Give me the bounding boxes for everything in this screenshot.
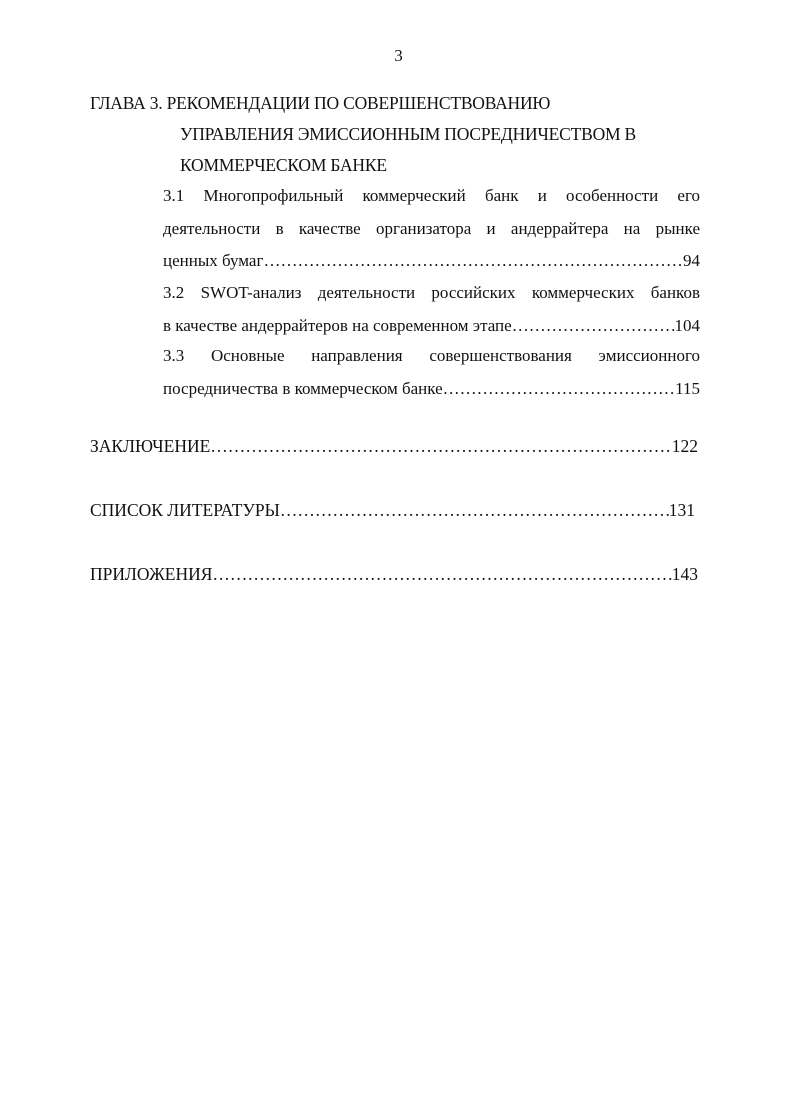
dot-leader <box>263 245 683 278</box>
section-3-2-page: 104 <box>674 315 700 335</box>
section-3-1-line-1: 3.1 Многопрофильный коммерческий банк и особенности его <box>163 186 700 205</box>
page-number: 3 <box>394 46 403 65</box>
appendices-title: ПРИЛОЖЕНИЯ <box>90 564 213 584</box>
dot-leader <box>512 310 675 343</box>
toc-section-3-3 <box>163 340 700 405</box>
conclusion-title: ЗАКЛЮЧЕНИЕ <box>90 436 211 456</box>
dot-leader <box>443 373 675 406</box>
dot-leader <box>210 436 671 457</box>
references-title: СПИСОК ЛИТЕРАТУРЫ <box>90 500 280 520</box>
appendices-page: 143 <box>671 564 698 584</box>
dot-leader <box>212 564 671 585</box>
conclusion-page: 122 <box>671 436 698 456</box>
toc-section-3-1 <box>163 180 700 278</box>
section-3-2-line-2: в качестве андеррайтеров на современном этапе <box>163 315 512 335</box>
chapter-heading-line-3: КОММЕРЧЕСКОМ БАНКЕ <box>180 155 387 175</box>
toc-references <box>90 500 695 521</box>
toc-appendices <box>90 564 698 585</box>
chapter-heading-line-2: УПРАВЛЕНИЯ ЭМИССИОННЫМ ПОСРЕДНИЧЕСТВОМ В <box>180 124 637 144</box>
toc-section-3-2 <box>163 277 700 342</box>
section-3-1-leader <box>163 245 700 278</box>
section-3-2-line-1: 3.2 SWOT-анализ деятельности российских коммерческих банков <box>163 283 700 302</box>
toc-chapter-3-heading <box>90 88 730 181</box>
section-3-1-page: 94 <box>683 251 700 270</box>
chapter-heading-line-1: ГЛАВА 3. РЕКОМЕНДАЦИИ ПО СОВЕРШЕНСТВОВАНИЮ <box>90 93 551 113</box>
references-page: 131 <box>668 500 695 520</box>
section-3-3-line-2: посредничества в коммерческом банке <box>163 378 443 398</box>
section-3-3-line-1: 3.3 Основные направления совершенствования эмиссионного <box>163 346 700 365</box>
section-3-3-page: 115 <box>675 378 700 398</box>
section-3-2-leader <box>163 310 700 343</box>
section-3-1-line-2: деятельности в качестве организатора и андеррайтера на рынке <box>163 218 700 238</box>
section-3-1-line-3: ценных бумаг <box>163 251 264 270</box>
section-3-3-leader <box>163 373 700 406</box>
toc-conclusion <box>90 436 698 457</box>
dot-leader <box>280 500 669 521</box>
